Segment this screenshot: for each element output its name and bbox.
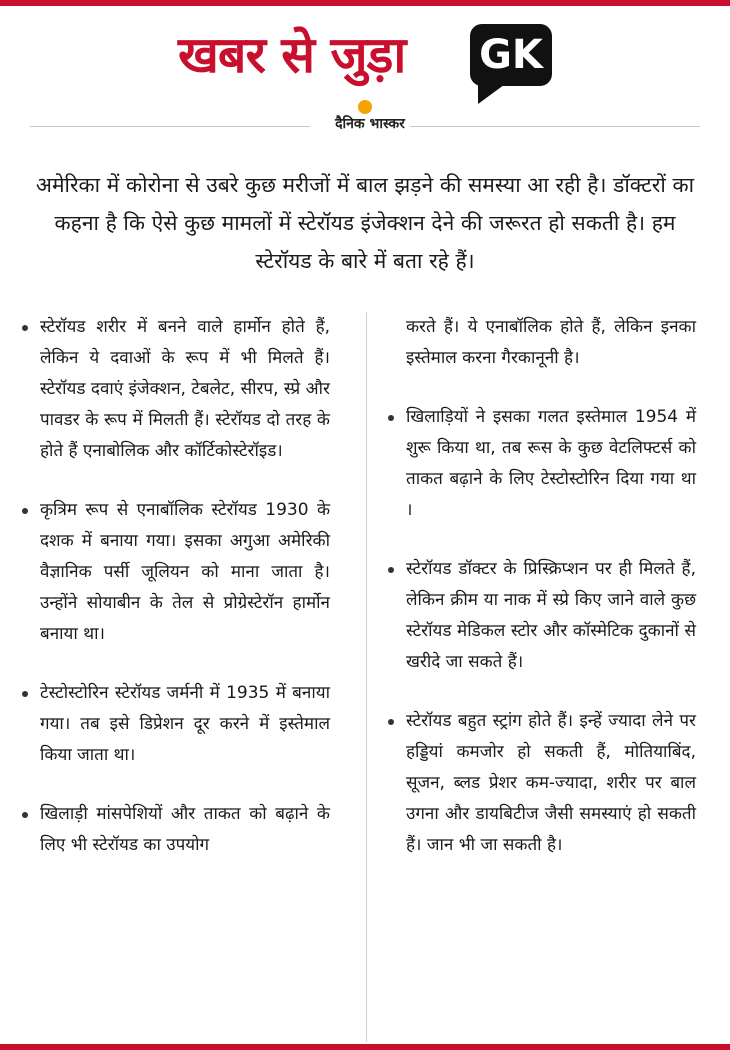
divider-left [30, 126, 310, 127]
bullet-icon [22, 508, 28, 514]
header [0, 14, 730, 114]
page-title: खबर से जुड़ा [178, 26, 406, 84]
right-column [386, 312, 696, 861]
bullet-icon [388, 415, 394, 421]
list-item [386, 706, 696, 861]
gk-badge: GK [470, 24, 552, 86]
list-item-text: कृत्रिम रूप से एनाबॉलिक स्टेरॉयड 1930 के दशक में बनाया गया। इसका अगुआ अमेरिकी वैज्ञानिक पर्सी जूलियन को माना जाता है। उन्होंने सोयाबीन के तेल से प्रोग्रेस्टेरॉन हार्मोन बनाया था। [40, 500, 330, 644]
bullet-icon [22, 691, 28, 697]
list-item-text: खिलाड़ियों ने इसका गलत इस्तेमाल 1954 में शुरू किया था, तब रूस के कुछ वेटलिफ्टर्स को ताकत बढ़ाने के लिए टेस्टोस्टोरिन दिया गया था । [406, 407, 696, 520]
list-item [386, 402, 696, 526]
left-column [20, 312, 330, 861]
list-item-text: टेस्टोस्टोरिन स्टेरॉयड जर्मनी में 1935 में बनाया गया। तब इसे डिप्रेशन दूर करने में इस्तेमाल किया जाता था। [40, 683, 330, 765]
top-accent-bar [0, 0, 730, 6]
bullet-icon [388, 719, 394, 725]
list-item [386, 554, 696, 678]
brand-row [30, 100, 700, 132]
bullet-icon [22, 812, 28, 818]
list-item-text: करते हैं। ये एनाबॉलिक होते हैं, लेकिन इनका इस्तेमाल करना गैरकानूनी है। [406, 317, 696, 368]
list-item-text: स्टेरॉयड शरीर में बनने वाले हार्मोन होते हैं, लेकिन ये दवाओं के रूप में भी मिलते हैं। स्टेरॉयड दवाएं इंजेक्शन, टेबलेट, सीरप, स्प्रे और पावडर के रूप में मिलती हैं। स्टेरॉयड दो तरह के होते हैं एनाबोलिक और कॉर्टिकोस्टेरॉइड। [40, 317, 330, 461]
brand-logo: दैनिक भास्कर [335, 116, 405, 132]
list-item [20, 495, 330, 650]
list-item-text: खिलाड़ी मांसपेशियों और ताकत को बढ़ाने के लिए भी स्टेरॉयड का उपयोग [40, 804, 330, 855]
bullet-icon [22, 325, 28, 331]
list-item [20, 312, 330, 467]
list-item-text: स्टेरॉयड डॉक्टर के प्रिस्क्रिप्शन पर ही मिलते हैं, लेकिन क्रीम या नाक में स्प्रे किए जाने वाले कुछ स्टेरॉयड मेडिकल स्टोर और कॉस्मेटिक दुकानों से खरीदे जा सकते हैं। [406, 559, 696, 672]
column-divider [366, 312, 367, 1042]
sun-logo-icon [358, 100, 372, 114]
intro-paragraph: अमेरिका में कोरोना से उबरे कुछ मरीजों में बाल झड़ने की समस्या आ रही है। डॉक्टरों का कहना है कि ऐसे कुछ मामलों में स्टेरॉयड इंजेक्शन देने की जरूरत हो सकती है। हम स्टेरॉयड के बारे में बता रहे हैं। [35, 173, 695, 273]
divider-right [410, 126, 700, 127]
bottom-accent-bar [0, 1044, 730, 1050]
list-item-text: स्टेरॉयड बहुत स्ट्रांग होते हैं। इन्हें ज्यादा लेने पर हड्डियां कमजोर हो सकती हैं, मोतियाबिंद, सूजन, ब्लड प्रेशर कम-ज्यादा, शरीर पर बाल उगना और डायबिटीज जैसी समस्याएं हो सकती हैं। जान भी जा सकती है। [406, 711, 696, 855]
bullet-icon [388, 567, 394, 573]
list-item-continuation [386, 312, 696, 374]
list-item [20, 799, 330, 861]
list-item [20, 678, 330, 771]
